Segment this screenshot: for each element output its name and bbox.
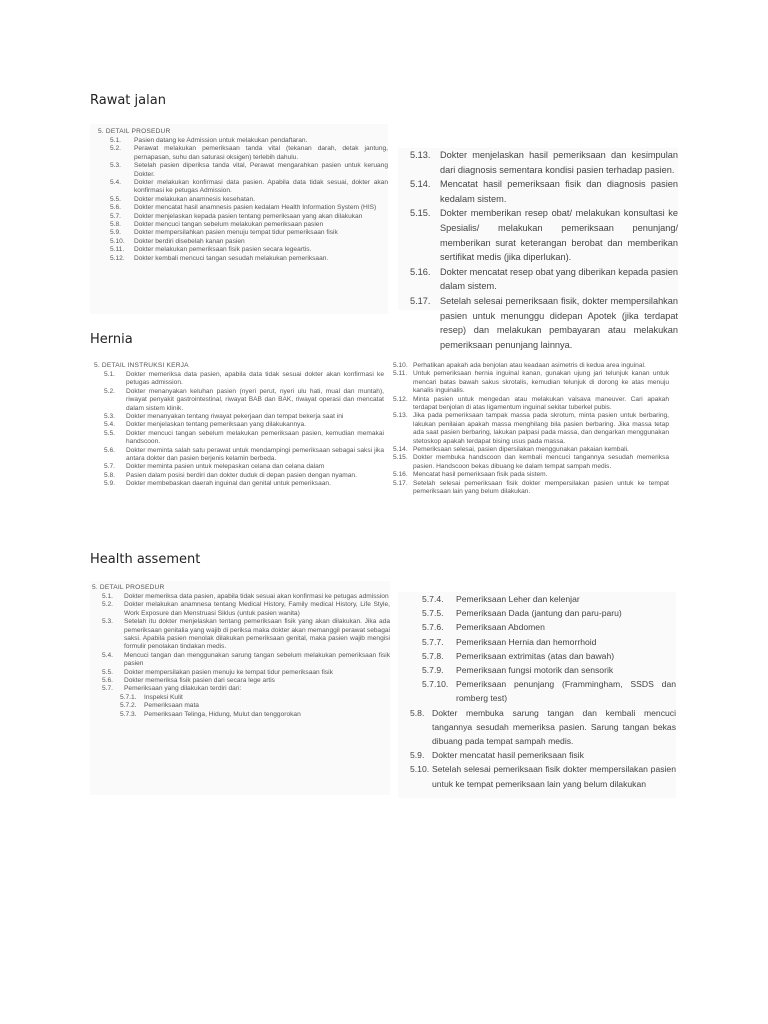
item-text: Perawat melakukan pemeriksaan tanda vital (tekanan darah, detak jantung, pernapasan, suhu dan saturasi oksigen) terlebih dahulu. — [134, 145, 388, 161]
item-number: 5.17. — [393, 479, 408, 487]
health-assement-left-panel — [90, 581, 390, 795]
list-item — [94, 430, 384, 447]
item-number: 5.5. — [110, 195, 121, 203]
list-item — [410, 663, 676, 677]
item-text: Dokter melakukan anamnesa tentang Medical History, Family medical History, Life Style, Work Exposure dan Menstruasi Siklus (untuk pasien wanita) — [124, 601, 390, 617]
item-number: 5.8. — [410, 707, 425, 718]
item-text: Setelah selesai pemeriksaan fisik, dokter mempersilahkan pasien untuk menunggu didepan Apotek (jika terdapat resep) dan melakukan pembayaran atau melakukan pemeriksaan penunjang lainnya. — [440, 295, 678, 350]
item-number: 5.7.10. — [422, 679, 449, 690]
list-item — [410, 649, 676, 663]
item-number: 5.7.2. — [120, 702, 137, 710]
section-title: 5. DETAIL INSTRUKSI KERJA — [94, 362, 189, 369]
list-item — [98, 213, 388, 221]
list-item — [393, 480, 669, 497]
item-number: 5.8. — [104, 471, 115, 479]
item-number: 5.7. — [102, 685, 113, 693]
item-number: 5.9. — [410, 750, 425, 761]
list-item — [98, 204, 388, 212]
item-number: 5.16. — [410, 266, 431, 277]
list-item — [92, 618, 390, 652]
item-number: 5.4. — [104, 421, 115, 429]
list-item — [98, 179, 388, 196]
item-number: 5.5. — [102, 668, 113, 676]
item-number: 5.4. — [102, 651, 113, 659]
item-number: 5.13. — [393, 412, 408, 420]
item-number: 5.3. — [110, 162, 121, 170]
list-item — [410, 148, 678, 177]
item-text: Setelah pasien diperiksa tanda vital, Perawat mengarahkan pasien untuk keruang Dokter. — [134, 162, 388, 178]
list-item — [92, 601, 390, 618]
item-text: Dokter mencuci tangan sebelum melakukan pemeriksaan pasien, kemudian memakai handscoon. — [126, 429, 384, 446]
item-number: 5.14. — [393, 446, 408, 454]
list-item — [98, 221, 388, 229]
item-number: 5.1. — [102, 593, 113, 600]
list-item — [98, 238, 388, 246]
item-text: Setelah itu dokter menjelaskan tentang pemeriksaan fisik yang akan dilakukan. Jika ada pemeriksaan genitalia yang wajib di periksa maka dokter akan memanggil perawat sebagai saksi. Apabila pasien menolak dilakukan pemeriksaan genital, maka pasien wajib mengisi formulir penolakan tindakan medis. — [124, 618, 390, 651]
item-text: Pemeriksaan Abdomen — [456, 622, 545, 633]
list-item — [98, 196, 388, 204]
list-item — [94, 388, 384, 413]
list-item — [98, 137, 388, 145]
item-number: 5.12. — [110, 254, 125, 262]
item-text: Untuk pemeriksaan hernia inguinal kanan, gunakan ujung jari telunjuk kanan untuk mencari batas bawah sakus skrotalis, kemudian telunjuk di dorong ke atas menuju kanalis inguinalis. — [413, 370, 669, 395]
list-item — [92, 677, 390, 685]
item-text: Dokter membebaskan daerah inguinal dan genital untuk pemeriksaan. — [126, 480, 331, 488]
procedure-sublist — [92, 694, 390, 719]
section-title: 5. DETAIL PROSEDUR — [92, 584, 165, 591]
item-text: Pasien datang ke Admission untuk melakukan pendaftaran. — [134, 137, 308, 144]
hernia-right-panel — [393, 362, 669, 540]
item-text: Dokter berdiri disebelah kanan pasien — [134, 237, 245, 245]
item-number: 5.6. — [102, 677, 113, 685]
list-item — [393, 370, 669, 395]
item-text: Mencatat hasil pemeriksaan fisik pada sistem. — [413, 471, 548, 479]
list-item — [410, 177, 678, 206]
item-number: 5.7.8. — [422, 650, 444, 661]
section-heading-rawat-jalan: Rawat jalan — [90, 93, 166, 108]
item-number: 5.4. — [110, 179, 121, 187]
item-text: Dokter menanyakan keluhan pasien (nyeri perut, nyeri ulu hati, mual dan muntah), riwayat penyakit gastrointestinal, riwayat BAB dan BAK, riwayat operasi dan mencatat dalam sistem klinik. — [126, 387, 384, 412]
item-text: Minta pasien untuk mengedan atau melakukan valsava maneuver. Cari apakah terdapat benjolan di atas ligamentum inguinal sekitar tuberkel pubis. — [413, 395, 669, 412]
item-text: Pemeriksaan mata — [144, 702, 199, 710]
list-item — [92, 711, 390, 719]
list-item — [94, 463, 384, 471]
hernia-left-panel — [92, 362, 384, 532]
list-item — [410, 265, 678, 294]
item-text: Mencatat hasil pemeriksaan fisik dan diagnosis pasien kedalam sistem. — [440, 179, 678, 204]
item-text: Dokter melakukan konfirmasi data pasien. Apabila data tidak sesuai, dokter akan konfirmasi ke petugas Admission. — [134, 179, 388, 195]
item-text: Pemeriksaan extrimitas (atas dan bawah) — [456, 650, 615, 661]
item-number: 5.1. — [110, 137, 121, 144]
item-number: 5.9. — [104, 480, 115, 488]
procedure-list — [92, 593, 390, 694]
item-number: 5.7.6. — [422, 622, 444, 633]
item-text: Dokter melakukan pemeriksaan fisik pasien secara legeartis. — [134, 246, 312, 254]
list-item — [410, 677, 676, 705]
item-text: Dokter menjelaskan tentang pemeriksaan yang dilakukannya. — [126, 421, 306, 429]
list-item — [393, 454, 669, 471]
list-item — [410, 706, 676, 749]
item-number: 5.7.7. — [422, 636, 444, 647]
list-item — [98, 246, 388, 254]
list-item — [410, 748, 676, 762]
section-heading-hernia: Hernia — [90, 332, 133, 347]
list-item — [393, 471, 669, 479]
item-text: Dokter melakukan anamnesis kesehatan. — [134, 195, 255, 203]
instruction-list — [393, 362, 669, 497]
item-number: 5.11. — [393, 370, 408, 378]
list-item — [92, 652, 390, 669]
item-text: Perhatikan apakah ada benjolan atau keadaan asimetris di kedua area inguinal. — [413, 362, 646, 369]
item-number: 5.7.4. — [422, 594, 444, 604]
procedure-list — [410, 148, 678, 352]
list-item — [410, 294, 678, 352]
item-text: Dokter mencatat resep obat yang diberikan kepada pasien dalam sistem. — [440, 266, 679, 292]
list-item — [94, 480, 384, 488]
item-number: 5.7.5. — [422, 608, 444, 619]
item-number: 5.2. — [102, 601, 113, 609]
item-number: 5.7. — [110, 212, 121, 220]
item-number: 5.7.1. — [120, 693, 137, 701]
item-number: 5.10. — [410, 764, 430, 775]
item-text: Dokter membuka handscoon dan kembali mencuci tangannya sesudah memeriksa pasien. Handscoon bekas dibuang ke dalam tempat sampah medis. — [413, 454, 669, 470]
procedure-sublist — [410, 592, 676, 706]
list-item — [92, 685, 390, 693]
procedure-list — [98, 137, 388, 263]
item-text: Dokter mempersilakan pasien menuju ke tempat tidur pemeriksaan fisik — [124, 668, 333, 676]
item-number: 5.15. — [393, 454, 408, 462]
list-item — [94, 413, 384, 421]
section-heading-health-assement: Health assement — [90, 552, 201, 567]
list-item — [410, 620, 676, 634]
list-item — [98, 255, 388, 263]
item-number: 5.11. — [110, 246, 125, 254]
item-number: 5.13. — [410, 150, 431, 160]
item-text: Dokter menjelaskan hasil pemeriksaan dan kesimpulan dari diagnosis sementara kondisi pasien terhadap pasien. — [440, 150, 678, 175]
rawat-jalan-left-panel — [90, 124, 388, 314]
item-number: 5.15. — [410, 208, 431, 219]
item-number: 5.6. — [104, 446, 115, 454]
item-text: Pemeriksaan Leher dan kelenjar — [456, 594, 580, 604]
item-text: Pemeriksaan Hernia dan hemorrhoid — [456, 636, 597, 647]
item-number: 5.3. — [102, 618, 113, 626]
list-item — [94, 421, 384, 429]
list-item — [98, 229, 388, 237]
item-text: Dokter mencuci tangan sebelum melakukan pemeriksaan pasien — [134, 221, 324, 229]
item-text: Dokter kembali mencuci tangan sesudah melakukan pemeriksaan. — [134, 254, 329, 262]
list-item — [393, 396, 669, 413]
list-item — [98, 162, 388, 179]
item-number: 5.2. — [104, 387, 115, 395]
item-text: Dokter menjelaskan kepada pasien tentang pemeriksaan yang akan dilakukan — [134, 212, 363, 220]
list-item — [410, 606, 676, 620]
item-text: Pasien dalam posisi berdiri dan dokter duduk di depan pasien dengan nyaman. — [126, 471, 357, 479]
item-number: 5.2. — [110, 145, 121, 153]
list-item — [92, 702, 390, 710]
item-number: 5.7.9. — [422, 665, 444, 676]
list-item — [98, 145, 388, 162]
item-text: Setelah selesai pemeriksaan fisik dokter mempersilakan pasien untuk ke tempat pemeriksaan lain yang belum dilakukan. — [413, 479, 669, 496]
item-number: 5.3. — [104, 413, 115, 421]
item-number: 5.8. — [110, 221, 121, 229]
item-text: Pemeriksaan yang dilakukan terdiri dari: — [124, 685, 242, 693]
list-item — [94, 371, 384, 388]
item-number: 5.14. — [410, 179, 431, 190]
item-text: Dokter memberikan resep obat/ melakukan konsultasi ke Spesialis/ melakukan pemeriksaan penunjang/ memberikan surat keterangan berobat dan memberikan sertifikat medis (jika diperlukan). — [440, 208, 678, 263]
item-number: 5.10. — [110, 237, 125, 245]
item-text: Dokter meminta pasien untuk melepaskan celana dan celana dalam — [126, 463, 325, 471]
item-text: Inspeksi Kulit — [144, 693, 183, 701]
item-number: 5.7.3. — [120, 710, 137, 718]
item-text: Dokter menanyakan tentang riwayat pekerjaan dan tempat bekerja saat ini — [126, 413, 344, 421]
item-number: 5.6. — [110, 204, 121, 212]
item-text: Dokter mempersilahkan pasien menuju tempat tidur pemeriksaan fisik — [134, 229, 338, 237]
list-item — [393, 362, 669, 370]
item-text: Dokter memeriksa data pasien, apabila tidak sesuai akan konfirmasi ke petugas admission — [124, 593, 389, 600]
list-item — [410, 592, 676, 606]
item-text: Dokter memeriksa data pasien, apabila data tidak sesuai dokter akan konfirmasi ke petugas admission. — [126, 371, 384, 387]
item-text: Dokter mencatat hasil pemeriksaan fisik — [432, 750, 584, 761]
item-text: Pemeriksaan penunjang (Frammingham, SSDS dan romberg test) — [456, 679, 676, 704]
item-number: 5.12. — [393, 395, 408, 403]
list-item — [410, 762, 676, 790]
list-item — [393, 446, 669, 454]
procedure-list — [410, 706, 676, 791]
list-item — [92, 694, 390, 702]
item-text: Dokter membuka sarung tangan dan kembali mencuci tangannya sesudah memeriksa pasien. Sarung tangan bekas dibuang pada tempat sampah medis. — [432, 707, 676, 747]
item-text: Pemeriksaan Telinga, Hidung, Mulut dan tenggorokan — [144, 710, 301, 718]
list-item — [410, 635, 676, 649]
item-text: Mencuci tangan dan menggunakan sarung tangan sebelum melakukan pemeriksaan fisik pasien — [124, 651, 390, 668]
item-number: 5.5. — [104, 429, 115, 437]
item-text: Setelah selesai pemeriksaan fisik dokter mempersilakan pasien untuk ke tempat pemeriksaan lain yang belum dilakukan — [432, 764, 676, 789]
list-item — [94, 472, 384, 480]
item-text: Jika pada pemeriksaan tampak massa pada skrotum, minta pasien untuk berbaring, lakukan penilaian apakah massa menghilang bila pasien berbaring. Jika massa tetap ada saat pasien berbaring, lakukan palpasi pada massa, dan dengarkan menggunakan stetoskop apakah terdapat bising usus pada massa. — [413, 412, 669, 445]
instruction-list — [94, 371, 384, 489]
item-number: 5.9. — [110, 229, 121, 237]
item-text: Pemeriksaan fungsi motorik dan sensorik — [456, 665, 614, 676]
item-number: 5.17. — [410, 295, 431, 306]
list-item — [410, 206, 678, 264]
item-text: Dokter mencatat hasil anamnesis pasien kedalam Health Information System (HIS) — [134, 204, 377, 212]
health-assement-right-panel — [398, 592, 676, 798]
section-title: 5. DETAIL PROSEDUR — [98, 128, 171, 135]
list-item — [393, 412, 669, 446]
list-item — [92, 669, 390, 677]
item-number: 5.10. — [393, 362, 408, 369]
item-text: Pemeriksaan selesai, pasien dipersilakan menggunakan pakaian kembali. — [413, 446, 629, 454]
list-item — [92, 593, 390, 601]
item-text: Dokter memeriksa fisik pasien dari secara lege artis — [124, 677, 275, 685]
list-item — [94, 447, 384, 464]
item-number: 5.16. — [393, 471, 408, 479]
item-number: 5.7. — [104, 463, 115, 471]
rawat-jalan-right-panel — [398, 148, 679, 350]
item-number: 5.1. — [104, 371, 115, 378]
item-text: Dokter meminta salah satu perawat untuk mendampingi pemeriksaan sebagai saksi jika antara dokter dan pasien berjenis kelamin berbeda. — [126, 446, 384, 463]
item-text: Pemeriksaan Dada (jantung dan paru-paru) — [456, 608, 622, 619]
